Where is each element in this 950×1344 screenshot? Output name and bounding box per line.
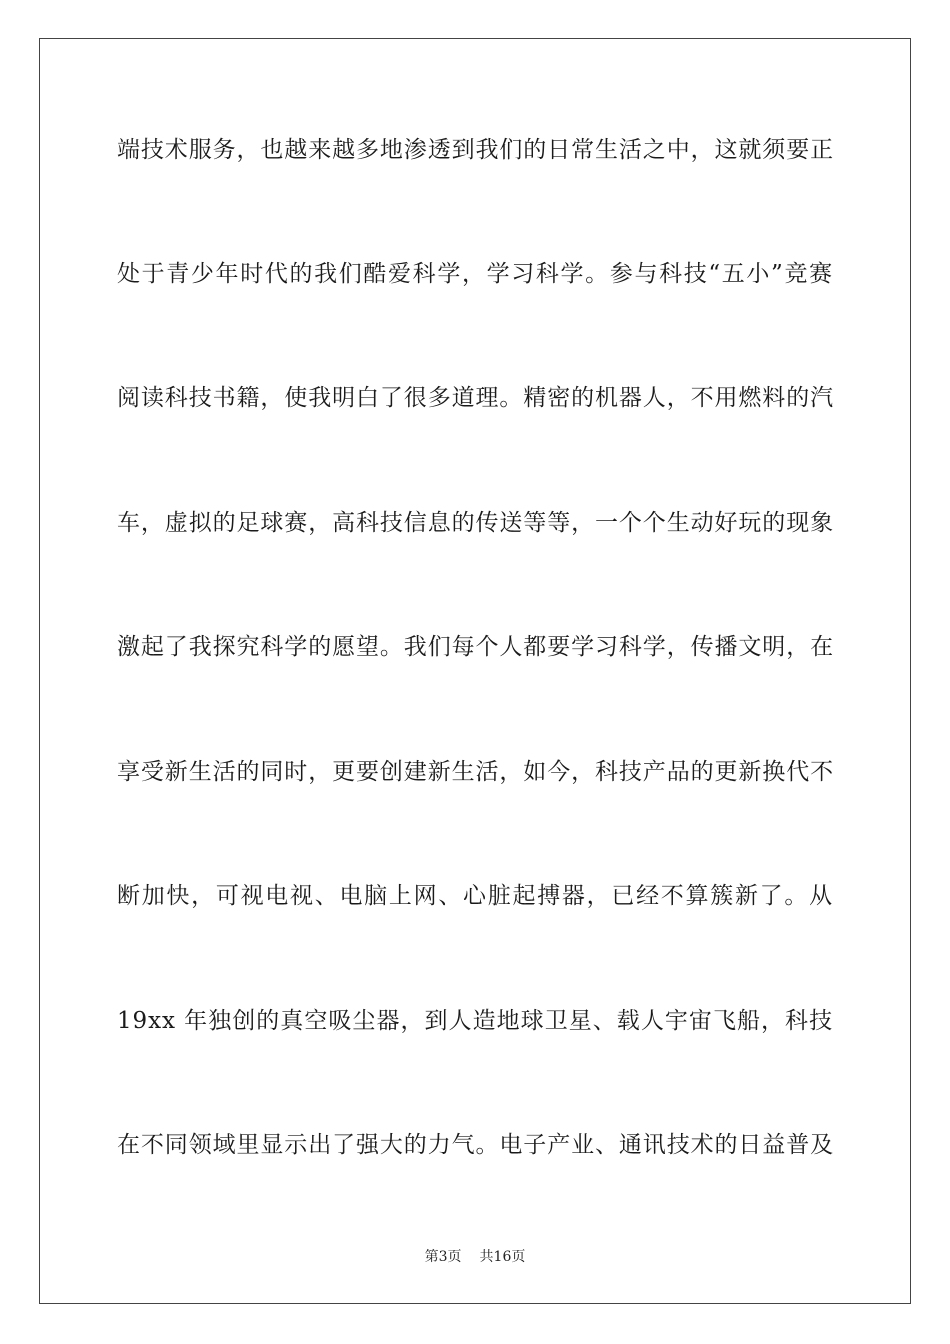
page-total: 共16页 [479, 1249, 526, 1265]
text-line: 享受新生活的同时，更要创建新生活，如今，科技产品的更新换代不 [117, 759, 834, 785]
page-number: 第3页 [424, 1249, 462, 1265]
text-line: 处于青少年时代的我们酷爱科学，学习科学。参与科技“五小”竞赛 [117, 261, 833, 287]
text-line: 断加快，可视电视、电脑上网、心脏起搏器，已经不算簇新了。从 [117, 883, 833, 909]
page-footer [0, 1248, 950, 1266]
text-line: 在不同领域里显示出了强大的力气。电子产业、通讯技术的日益普及 [117, 1132, 834, 1158]
text-line: 激起了我探究科学的愿望。我们每个人都要学习科学，传播文明，在 [117, 634, 834, 660]
text-line: 19xx 年独创的真空吸尘器，到人造地球卫星、载人宇宙飞船，科技 [117, 1008, 833, 1034]
text-line: 端技术服务，也越来越多地渗透到我们的日常生活之中，这就须要正 [117, 137, 834, 163]
text-line: 车，虚拟的足球赛，高科技信息的传送等等，一个个生动好玩的现象 [117, 510, 834, 536]
text-line: 阅读科技书籍，使我明白了很多道理。精密的机器人，不用燃料的汽 [117, 385, 834, 411]
page-border [39, 38, 911, 1304]
